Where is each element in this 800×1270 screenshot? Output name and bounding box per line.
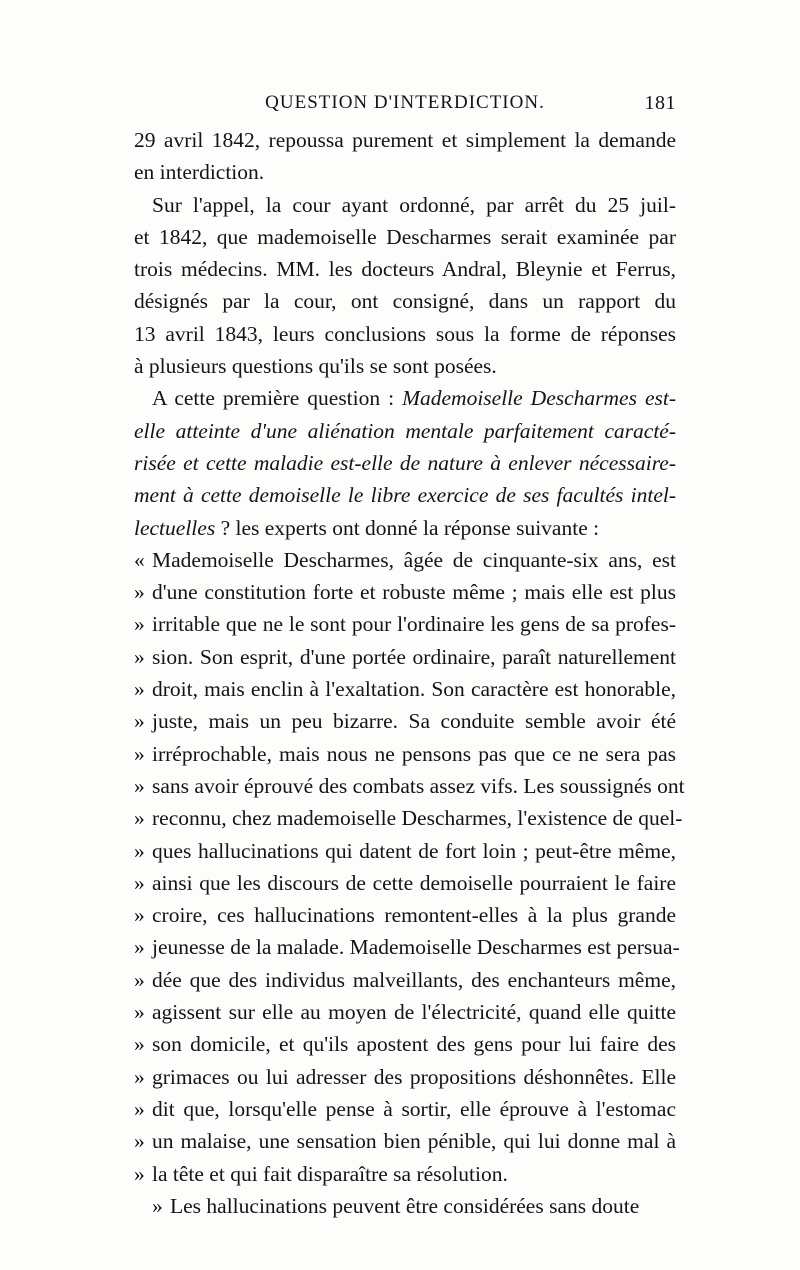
text-run: ques hallucinations qui datent de fort loin ; peut-être même, [152, 838, 676, 863]
quote-line [134, 705, 676, 737]
quote-mark: » [152, 1193, 163, 1218]
text-run: la tête et qui fait disparaître sa résolution. [152, 1161, 508, 1186]
quote-mark: » [134, 1161, 145, 1186]
quote-line [134, 931, 680, 963]
quote-line [134, 899, 676, 931]
quote-mark: » [134, 1064, 145, 1089]
text-line: 13 avril 1843, leurs conclusions sous la forme de réponses [134, 321, 676, 346]
text-line: à plusieurs questions qu'ils se sont posées. [134, 354, 497, 379]
quote-mark: » [134, 903, 145, 928]
quote-mark: » [134, 1129, 145, 1154]
quote-mark: » [134, 580, 145, 605]
text-run: dée que des individus malveillants, des enchanteurs même, [152, 967, 676, 992]
quote-mark: » [134, 709, 145, 734]
text-run: juste, mais un peu bizarre. Sa conduite semble avoir été [152, 709, 676, 734]
text-line [134, 447, 676, 479]
running-title: QUESTION D'INTERDICTION. [265, 92, 545, 113]
quote-line [134, 867, 676, 899]
text-run: irréprochable, mais nous ne pensons pas que ce ne sera pas [152, 741, 676, 766]
quote-line [134, 608, 676, 640]
text-run: irritable que ne le sont pour l'ordinaire les gens de sa profes- [152, 612, 676, 637]
text-run: Les hallucinations peuvent être considérées sans doute [170, 1193, 640, 1218]
text-line [134, 415, 676, 447]
text-run: jeunesse de la malade. Mademoiselle Descharmes est persua- [152, 935, 680, 960]
italic-question: lectuelles [134, 515, 216, 540]
quote-line [134, 544, 676, 576]
text-line [134, 512, 676, 544]
text-run: d'une constitution forte et robuste même ; mais elle est plus [152, 580, 676, 605]
quote-mark: » [134, 806, 145, 831]
quote-line [134, 996, 676, 1028]
quote-line [134, 738, 676, 770]
text-line [134, 479, 676, 511]
page-header [134, 88, 676, 118]
quote-mark: » [134, 612, 145, 637]
quote-mark: « [134, 547, 145, 572]
text-run: grimaces ou lui adresser des propositions déshonnêtes. Elle [152, 1064, 676, 1089]
text-line: trois médecins. MM. les docteurs Andral, Bleynie et Ferrus, [134, 257, 676, 282]
quote-mark: » [134, 967, 145, 992]
text-run: son domicile, et qu'ils apostent des gens pour lui faire des [152, 1032, 676, 1057]
text-line: en interdiction. [134, 160, 265, 185]
quote-line [134, 835, 676, 867]
quoted-report [134, 544, 685, 1190]
quote-mark: » [134, 1096, 145, 1121]
quote-mark: » [134, 644, 145, 669]
text-run: Mademoiselle Descharmes, âgée de cinquante-six ans, est [152, 547, 676, 572]
text-run: ainsi que les discours de cette demoiselle pourraient le faire [152, 870, 676, 895]
quote-mark: » [134, 935, 145, 960]
quote-line [134, 1028, 676, 1060]
body-text [134, 124, 685, 1222]
quote-mark: » [134, 870, 145, 895]
quote-line [134, 1125, 676, 1157]
page-number: 181 [644, 92, 676, 114]
quote-line [134, 576, 676, 608]
text-line [134, 1190, 676, 1222]
text-run: A cette première question : [152, 386, 403, 411]
quote-mark: » [134, 1032, 145, 1057]
text-run: croire, ces hallucinations remontent-elles à la plus grande [152, 903, 676, 928]
italic-question: ment à cette demoiselle le libre exercice de ses facultés intel- [134, 483, 676, 508]
text-run: un malaise, une sensation bien pénible, qui lui donne mal à [152, 1129, 676, 1154]
quote-line [134, 1061, 676, 1093]
text-run: droit, mais enclin à l'exaltation. Son caractère est honorable, [152, 677, 676, 702]
quote-line [134, 964, 676, 996]
quote-mark: » [134, 741, 145, 766]
text-run: sion. Son esprit, d'une portée ordinaire, paraît naturellement [152, 644, 676, 669]
italic-question: risée et cette maladie est-elle de nature à enlever nécessaire- [134, 450, 676, 475]
text-line: Sur l'appel, la cour ayant ordonné, par arrêt du 25 juil- [152, 192, 676, 217]
text-run: ? les experts ont donné la réponse suivante : [215, 515, 600, 540]
quote-mark: » [134, 1000, 145, 1025]
text-line: 29 avril 1842, repoussa purement et simplement la demande [134, 128, 676, 152]
text-line [134, 382, 676, 414]
text-run: dit que, lorsqu'elle pense à sortir, elle éprouve à l'estomac [152, 1096, 676, 1121]
italic-question: elle atteinte d'une aliénation mentale parfaitement caracté- [134, 418, 676, 443]
quote-mark: » [134, 773, 145, 798]
quote-line [134, 673, 676, 705]
quote-line [134, 802, 683, 834]
quote-line [134, 641, 676, 673]
text-run: reconnu, chez mademoiselle Descharmes, l'existence de quel- [152, 806, 683, 831]
quote-line [134, 1158, 676, 1190]
text-run: agissent sur elle au moyen de l'électricité, quand elle quitte [152, 1000, 676, 1025]
quote-mark: » [134, 677, 145, 702]
text-run: sans avoir éprouvé des combats assez vifs. Les soussignés ont [152, 773, 685, 798]
text-line: et 1842, que mademoiselle Descharmes serait examinée par [134, 224, 676, 249]
text-line: désignés par la cour, ont consigné, dans un rapport du [134, 289, 676, 314]
quote-mark: » [134, 838, 145, 863]
italic-question: Mademoiselle Descharmes est- [402, 386, 676, 411]
quote-line [134, 770, 685, 802]
quote-line [134, 1093, 676, 1125]
